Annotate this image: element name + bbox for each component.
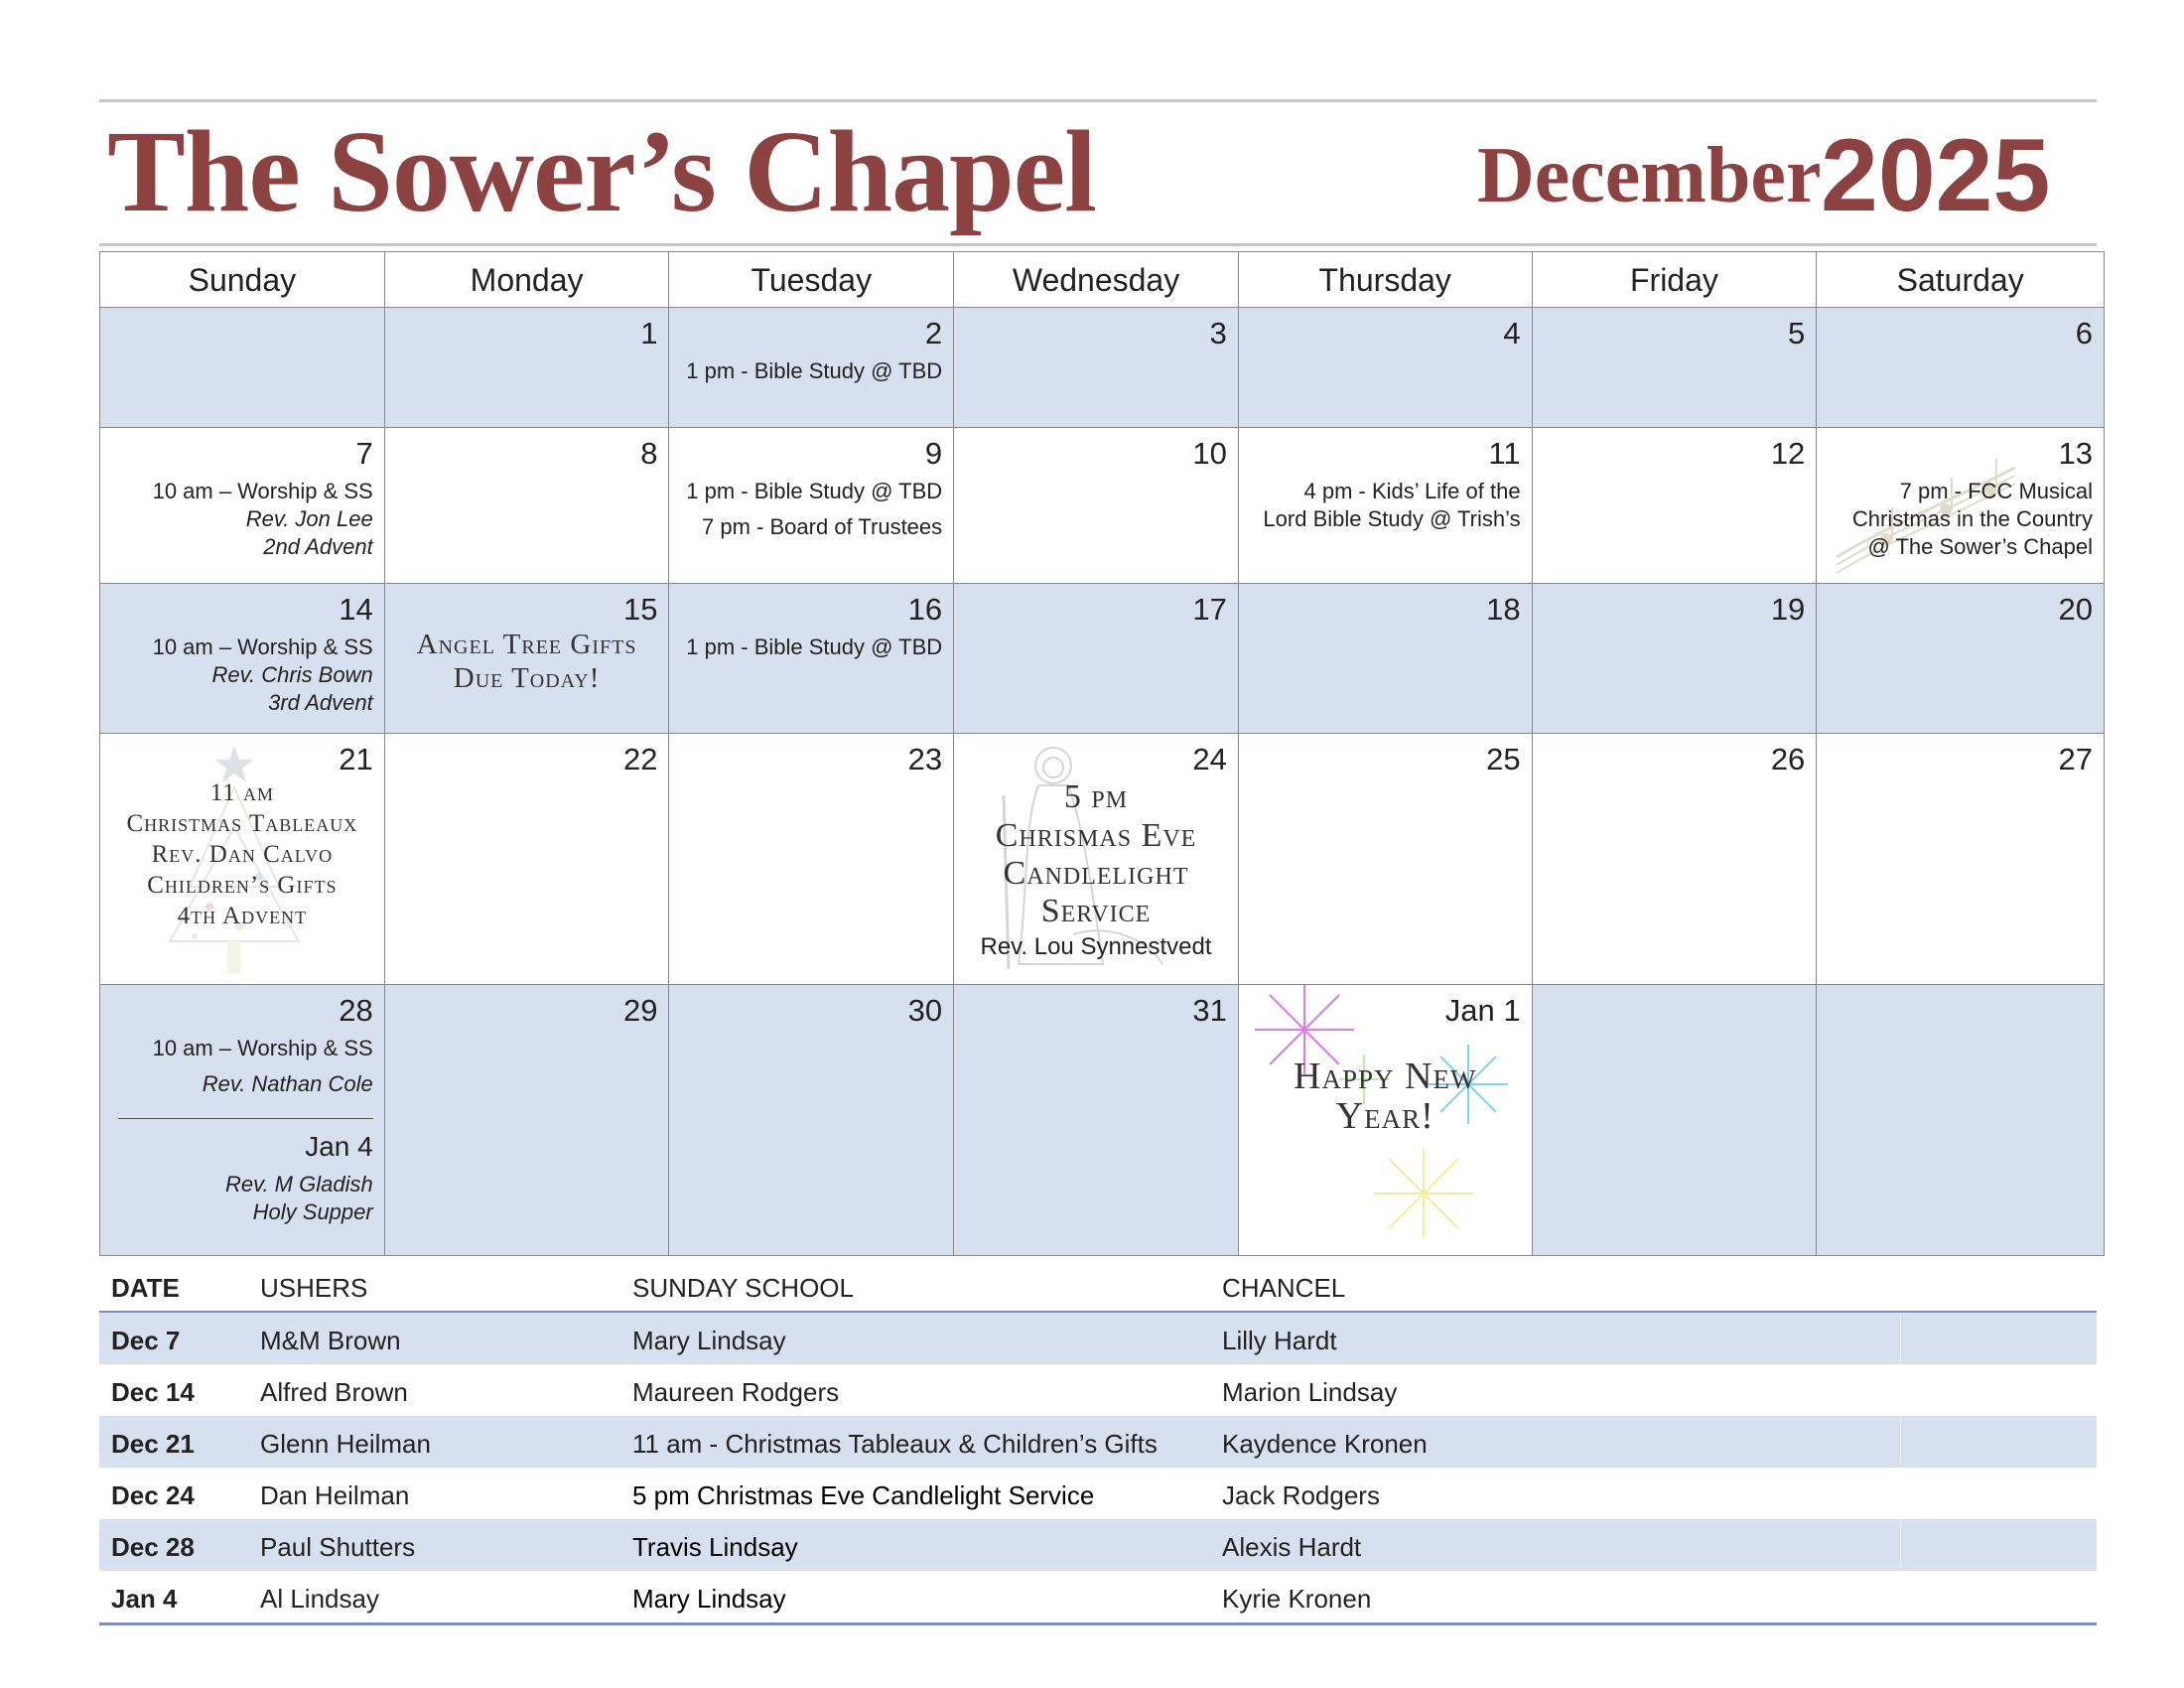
day-cell [100,985,385,1255]
day-number: 25 [1486,742,1521,776]
event-line: Angel Tree Gifts [416,629,637,660]
day-number: 11 [1488,436,1521,471]
event-line: 1 pm - Bible Study @ TBD [686,634,943,659]
day-cell [954,584,1239,734]
day-number: 21 [339,742,373,776]
event-line: Rev. M Gladish [224,1172,373,1196]
day-number: 22 [622,742,658,776]
event-line: Lord Bible Study @ Trish’s [1263,506,1521,531]
table-row [99,1519,2097,1571]
day-number: 4 [1503,316,1521,351]
day-cell [100,428,385,584]
table-row [99,1313,2097,1364]
weekday-sunday: Sunday [100,252,385,308]
event-line: Year! [1335,1095,1434,1137]
day-cell [385,428,670,584]
day-cell [669,428,954,584]
day-cell [669,985,954,1255]
day-cell [385,584,670,734]
week-row-2 [100,428,2104,584]
event-line: Rev. Chris Bown [211,662,373,687]
table-cell-sunday-school: 5 pm Christmas Eve Candlelight Service [632,1480,1095,1510]
day-cell [954,734,1239,985]
day-cell [1533,584,1818,734]
table-cell-date: Dec 14 [111,1377,195,1407]
weekday-monday: Monday [385,252,670,308]
day-number: 3 [1209,316,1227,351]
table-cell-sunday-school: Mary Lindsay [632,1584,786,1614]
day-number: 9 [924,436,943,471]
day-cell [954,308,1239,428]
event-line: 3rd Advent [268,690,373,715]
day-cell [954,428,1239,584]
table-cell-chancel: Lilly Hardt [1222,1326,1337,1355]
day-cell [385,734,670,985]
day-number: 18 [1486,592,1521,627]
day-number: Jan 4 [305,1131,373,1162]
table-cell-chancel: Kaydence Kronen [1222,1429,1428,1459]
event-line: Due Today! [453,662,601,694]
day-number: 23 [907,742,943,776]
event-line: 10 am – Worship & SS [152,1036,373,1060]
event-line: 10 am – Worship & SS [152,479,373,503]
day-cell [100,734,385,985]
table-row [99,1571,2097,1625]
day-number: 30 [907,993,943,1028]
event-line: 4th Advent [177,903,308,929]
page-title: The Sower’s Chapel [107,106,1096,236]
calendar-grid [99,251,2105,1256]
day-cell [1239,308,1533,428]
column-header-date: DATE [111,1273,180,1303]
event-line: 1 pm - Bible Study @ TBD [686,479,943,503]
table-cell-ushers: Al Lindsay [260,1584,379,1614]
event-line: 10 am – Worship & SS [152,634,373,659]
event-line: 1 pm - Bible Study @ TBD [686,358,943,383]
day-cell [1239,985,1533,1255]
week-row-5 [100,985,2104,1255]
event-line: Christmas Tableaux [126,810,358,837]
table-cell-ushers: Glenn Heilman [260,1429,431,1459]
table-cell-date: Dec 24 [111,1480,195,1510]
day-cell-empty [100,308,385,428]
table-cell-chancel: Alexis Hardt [1222,1532,1362,1562]
event-line: Service [1040,893,1152,929]
table-row [99,1416,2097,1468]
day-cell [669,584,954,734]
table-cell-ushers: M&M Brown [260,1326,401,1355]
weekday-tuesday: Tuesday [669,252,954,308]
table-cell-ushers: Dan Heilman [260,1480,410,1510]
day-number: Jan 1 [1444,993,1521,1028]
day-cell [669,308,954,428]
day-cell [1533,428,1818,584]
weekday-friday: Friday [1533,252,1818,308]
weekday-header-row [100,252,2104,308]
day-number: 12 [1770,436,1806,471]
day-cell [100,584,385,734]
day-cell [1239,584,1533,734]
weekday-thursday: Thursday [1239,252,1533,308]
header-bottom-rule [99,243,2097,246]
event-line: Children’s Gifts [147,872,338,899]
table-cell-chancel: Jack Rodgers [1222,1480,1380,1510]
week-row-3 [100,584,2104,734]
week-row-1 [100,308,2104,428]
day-number: 16 [907,592,943,627]
day-cell [1817,734,2104,985]
day-number: 8 [640,436,658,471]
day-number: 17 [1192,592,1227,627]
day-cell [1817,428,2104,584]
day-cell [1817,584,2104,734]
event-line: Chrismas Eve [995,817,1197,854]
table-cell-sunday-school: Maureen Rodgers [632,1377,840,1407]
day-cell [1817,308,2104,428]
column-header-ushers: USHERS [260,1273,368,1303]
day-cell [1239,428,1533,584]
weekday-saturday: Saturday [1817,252,2104,308]
column-header-sunday-school: SUNDAY SCHOOL [632,1273,854,1303]
event-line: Holy Supper [252,1199,373,1224]
event-line: 7 pm - FCC Musical [1899,479,2094,503]
top-rule [99,99,2097,102]
table-row [99,1364,2097,1416]
weekday-wednesday: Wednesday [954,252,1239,308]
day-number: 15 [622,592,658,627]
table-cell-date: Dec 21 [111,1429,195,1459]
event-line: Rev. Dan Calvo [151,841,334,868]
day-cell [669,734,954,985]
day-number: 26 [1770,742,1806,776]
day-number: 14 [339,592,373,627]
month-label: December [1477,132,1822,219]
day-cell [385,308,670,428]
event-line: Christmas in the Country [1851,506,2094,531]
table-cell-date: Dec 7 [111,1326,181,1355]
day-number: 10 [1192,436,1227,471]
day-number: 6 [2075,316,2094,351]
table-cell-ushers: Alfred Brown [260,1377,408,1407]
day-number: 1 [640,316,658,351]
table-cell-chancel: Kyrie Kronen [1222,1584,1372,1614]
event-line: Rev. Nathan Cole [202,1071,373,1096]
week-row-4 [100,734,2104,985]
day-cell-empty [1533,985,1818,1255]
event-line: 11 am [209,779,275,806]
year-label: 2025 [1821,118,2051,233]
day-number: 20 [2058,592,2094,627]
event-line: Rev. Jon Lee [245,506,373,531]
table-cell-date: Dec 28 [111,1532,195,1562]
day-number: 5 [1788,316,1806,351]
duty-roster-table [99,1257,2097,1625]
column-header-chancel: CHANCEL [1222,1273,1346,1303]
day-number: 2 [924,316,943,351]
table-cell-chancel: Marion Lindsay [1222,1377,1398,1407]
event-line: 4 pm - Kids’ Life of the [1303,479,1521,503]
day-cell [954,985,1239,1255]
day-number: 27 [2058,742,2094,776]
day-cell [1239,734,1533,985]
day-cell [385,985,670,1255]
day-number: 13 [2058,436,2094,471]
event-line: 5 pm [1063,778,1129,815]
event-line: Candlelight [1003,855,1189,892]
table-row [99,1468,2097,1519]
event-line: 2nd Advent [263,534,373,559]
event-line: Happy New [1294,1055,1477,1097]
table-cell-sunday-school: 11 am - Christmas Tableaux & Children’s Gifts [632,1429,1158,1459]
event-line: 7 pm - Board of Trustees [702,514,943,539]
day-number: 31 [1192,993,1227,1028]
day-cell-empty [1817,985,2104,1255]
day-cell [1533,734,1818,985]
day-number: 29 [622,993,658,1028]
day-number: 24 [1192,742,1227,776]
table-cell-sunday-school: Mary Lindsay [632,1326,786,1355]
day-cell [1533,308,1818,428]
table-cell-date: Jan 4 [111,1584,178,1614]
table-cell-sunday-school: Travis Lindsay [632,1532,798,1562]
table-cell-ushers: Paul Shutters [260,1532,416,1562]
event-line: Rev. Lou Synnestvedt [980,933,1212,960]
day-number: 28 [339,993,373,1028]
event-line: @ The Sower’s Chapel [1867,534,2094,559]
day-number: 7 [355,436,373,471]
divider [118,1118,373,1119]
table-header-row [99,1257,2097,1313]
day-number: 19 [1770,592,1806,627]
